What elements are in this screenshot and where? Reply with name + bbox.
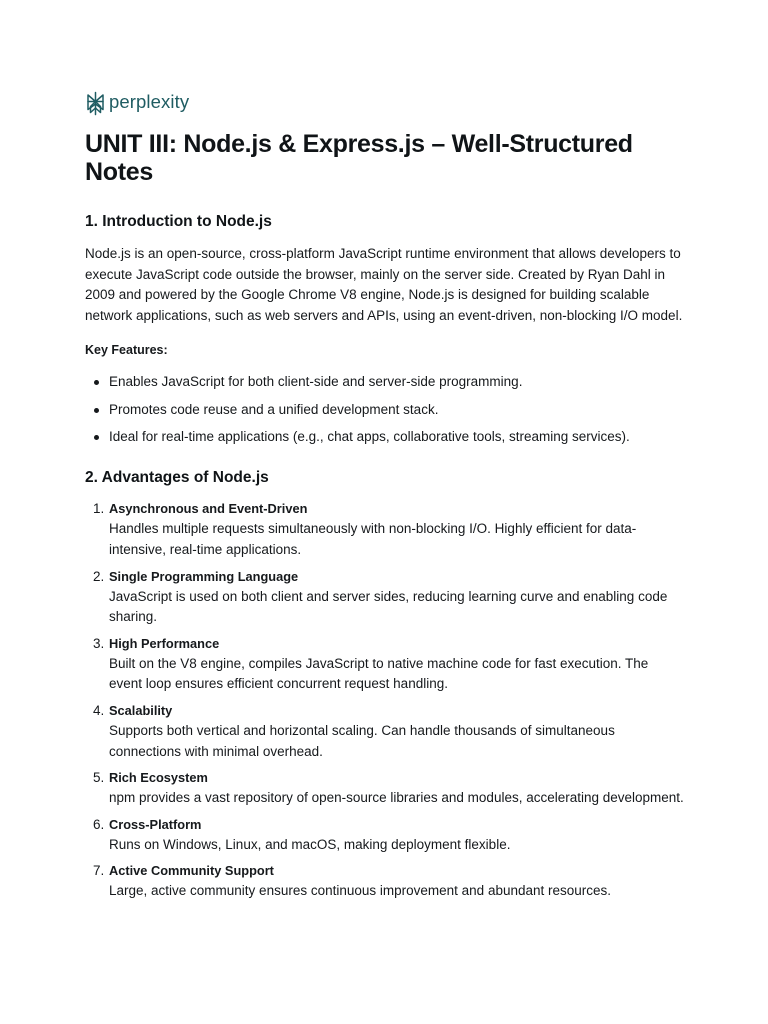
list-item — [85, 400, 685, 420]
key-features-label: Key Features: — [85, 343, 168, 358]
advantage-title: Active Community Support — [109, 863, 274, 879]
document-page — [85, 88, 685, 908]
key-features-list — [85, 372, 685, 447]
advantage-title: Scalability — [109, 702, 173, 718]
advantage-description: Supports both vertical and horizontal scaling. Can handle thousands of simultaneous connections with minimal overhead. — [109, 722, 615, 759]
section-heading-intro: 1. Introduction to Node.js — [85, 213, 272, 230]
advantages-list — [85, 499, 685, 902]
item-number: 2. — [93, 568, 105, 584]
item-number: 4. — [93, 702, 105, 718]
item-number: 5. — [93, 770, 105, 786]
list-item — [85, 861, 685, 902]
advantage-title: Cross-Platform — [109, 816, 202, 832]
list-item — [85, 701, 685, 762]
item-number: 3. — [93, 635, 105, 651]
feature-text: Enables JavaScript for both client-side and server-side programming. — [109, 374, 523, 390]
item-number: 1. — [93, 501, 105, 517]
advantage-description: Built on the V8 engine, compiles JavaScript to native machine code for fast execution. The event loop ensures efficient concurrent request handling. — [109, 655, 649, 692]
advantage-description: Large, active community ensures continuous improvement and abundant resources. — [109, 883, 612, 899]
advantage-title: Single Programming Language — [109, 568, 299, 584]
brand-header — [85, 88, 685, 118]
item-number: 7. — [93, 863, 105, 879]
section-heading-advantages: 2. Advantages of Node.js — [85, 469, 269, 487]
advantage-title: Asynchronous and Event-Driven — [109, 501, 308, 517]
bullet-icon — [94, 408, 99, 413]
brand-name: perplexity — [109, 91, 190, 112]
advantage-description: JavaScript is used on both client and server sides, reducing learning curve and enabling code sharing. — [109, 588, 668, 625]
list-item — [85, 634, 685, 695]
page-title: UNIT III: Node.js & Express.js – Well-Structured Notes — [85, 130, 633, 186]
list-item — [85, 372, 685, 392]
feature-text: Ideal for real-time applications (e.g., chat apps, collaborative tools, streaming services). — [109, 429, 630, 445]
bullet-icon — [94, 435, 99, 440]
intro-paragraph: Node.js is an open-source, cross-platform JavaScript runtime environment that allows developers to execute JavaScript code outside the browser, mainly on the server side. Created by Ryan Dahl in 2009 and powered by the Google Chrome V8 engine, Node.js is designed for building scalable network applications, such as web servers and APIs, using an event-driven, non-blocking I/O model. — [85, 246, 683, 323]
list-item — [85, 768, 685, 809]
advantage-title: Rich Ecosystem — [109, 770, 208, 786]
advantage-title: High Performance — [109, 635, 220, 651]
bullet-icon — [94, 380, 99, 385]
list-item — [85, 499, 685, 560]
feature-text: Promotes code reuse and a unified development stack. — [109, 401, 439, 417]
perplexity-logo-icon — [85, 91, 106, 116]
list-item — [85, 815, 685, 856]
item-number: 6. — [93, 816, 105, 832]
advantage-description: Runs on Windows, Linux, and macOS, making deployment flexible. — [109, 836, 511, 852]
list-item — [85, 427, 685, 447]
list-item — [85, 567, 685, 628]
advantage-description: Handles multiple requests simultaneously with non-blocking I/O. Highly efficient for data-intensive, real-time applications. — [109, 521, 637, 557]
advantage-description: npm provides a vast repository of open-source libraries and modules, accelerating development. — [109, 790, 684, 806]
